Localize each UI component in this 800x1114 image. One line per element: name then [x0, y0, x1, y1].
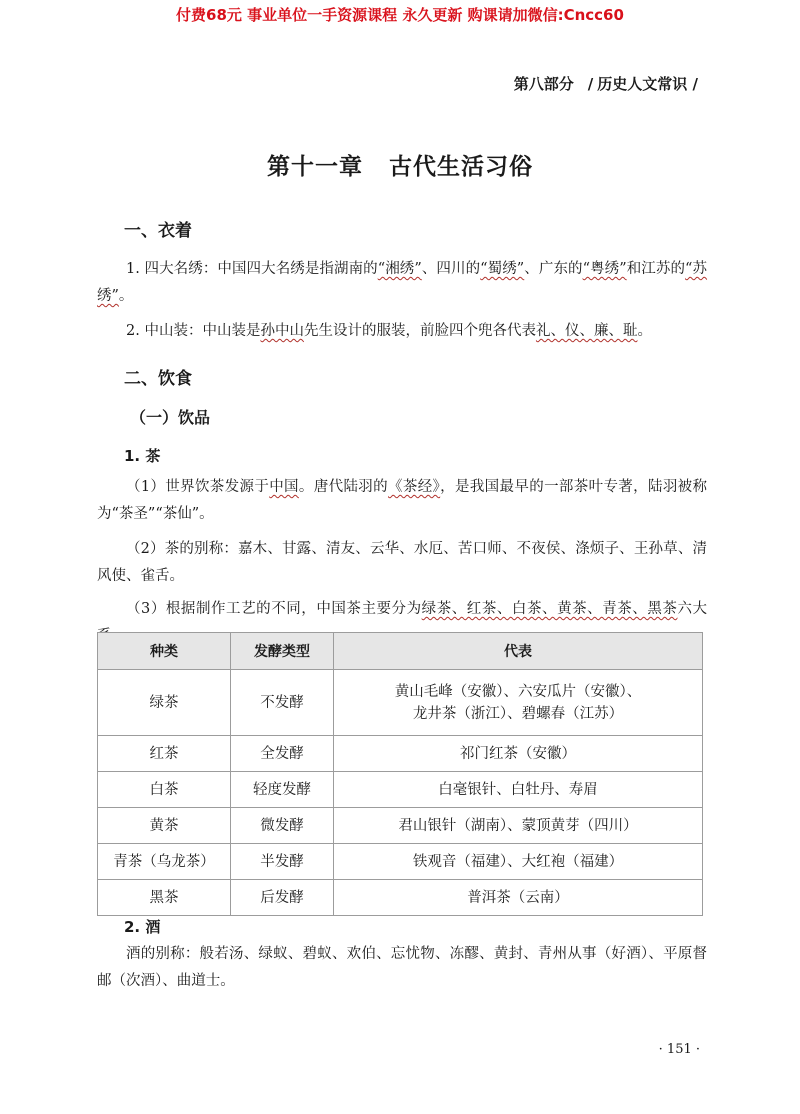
table-row	[98, 844, 703, 880]
emphasis-chajing: 《茶经》	[388, 479, 441, 495]
cell-representative: 普洱茶（云南）	[334, 880, 703, 916]
cell-type: 黑茶	[98, 880, 231, 916]
promo-banner: 付费68元 事业单位一手资源课程 永久更新 购课请加微信:Cncc60	[176, 6, 624, 24]
paragraph-tea-origin	[97, 474, 707, 528]
paragraph-zhongshan-suit	[97, 318, 707, 345]
table-row	[98, 736, 703, 772]
cell-ferment: 轻度发酵	[231, 772, 334, 808]
header-type: 种类	[98, 633, 231, 670]
cell-type: 绿茶	[98, 670, 231, 736]
running-head-part: 第八部分	[513, 75, 574, 93]
text-run: 先生设计的服装，前脸四个兜各代表	[303, 323, 536, 339]
table-row	[98, 670, 703, 736]
cell-ferment: 微发酵	[231, 808, 334, 844]
cell-line: 黄山毛峰（安徽）、六安瓜片（安徽）、	[394, 683, 642, 700]
text-run: 2. 中山装：中山装是	[126, 323, 261, 339]
tea-types-table	[97, 632, 703, 916]
emphasis-xiangxiu: “湘绣”	[377, 261, 422, 277]
emphasis-four-virtues: 礼、仪、廉、耻	[535, 323, 638, 339]
cell-type: 黄茶	[98, 808, 231, 844]
emphasis-yuexiu: “粤绣”	[582, 261, 627, 277]
text-run: 和江苏的	[626, 261, 686, 277]
running-head-title: 历史人文常识	[597, 75, 688, 93]
page-number: · 151 ·	[658, 1042, 700, 1057]
running-head: 第八部分 / 历史人文常识 /	[513, 75, 698, 93]
cell-representative: 君山银针（湖南）、蒙顶黄芽（四川）	[334, 808, 703, 844]
cell-representative: 铁观音（福建）、大红袍（福建）	[334, 844, 703, 880]
text-run: （1）世界饮茶发源于	[126, 479, 270, 495]
emphasis-shuxiu: “蜀绣”	[480, 261, 525, 277]
text-run: ，是我国最早的一部茶叶专著，陆羽被称为“茶圣”“茶仙”。	[97, 479, 708, 522]
paragraph-wine-aliases: 酒的别称：般若汤、绿蚁、碧蚁、欢伯、忘忧物、冻醪、黄封、青州从事（好酒）、平原督邮（次酒）、曲道士。	[97, 946, 707, 989]
cell-ferment: 全发酵	[231, 736, 334, 772]
cell-ferment: 半发酵	[231, 844, 334, 880]
table-row	[98, 772, 703, 808]
text-run: （3）根据制作工艺的不同，中国茶主要分为	[126, 601, 422, 617]
table-header-row	[98, 633, 703, 670]
wine-heading: 2. 酒	[124, 918, 161, 936]
paragraph-tea-aliases: （2）茶的别称：嘉木、甘露、清友、云华、水厄、苦口师、不夜侯、涤烦子、王孙草、清风使、雀舌。	[97, 541, 707, 584]
table-row	[98, 880, 703, 916]
cell-type: 青茶（乌龙茶）	[98, 844, 231, 880]
cell-representative: 白毫银针、白牡丹、寿眉	[334, 772, 703, 808]
emphasis-sun-zhongshan: 孙中山	[260, 323, 304, 339]
tea-heading	[124, 445, 160, 466]
cell-type: 白茶	[98, 772, 231, 808]
text-run: 。	[118, 288, 134, 304]
tea-heading-text: 1. 茶	[124, 447, 161, 465]
header-representative: 代表	[334, 633, 703, 670]
chapter-title	[0, 148, 800, 181]
cell-type: 红茶	[98, 736, 231, 772]
text-run: 1. 四大名绣：中国四大名绣是指湖南的	[126, 261, 378, 277]
text-run: 、四川的	[421, 261, 481, 277]
emphasis-six-teas: 绿茶、红茶、白茶、黄茶、青茶、黑茶	[421, 601, 678, 617]
cell-line: 龙井茶（浙江）、碧螺春（江苏）	[412, 705, 624, 722]
text-run: 、广东的	[524, 261, 583, 277]
text-run: 。	[637, 323, 652, 339]
text-run: 六大	[677, 601, 707, 617]
text-run: 。唐代陆羽的	[298, 479, 388, 495]
paragraph-embroidery	[97, 256, 707, 310]
table-row	[98, 808, 703, 844]
cell-ferment: 不发酵	[231, 670, 334, 736]
section-heading-food: 二、饮食	[124, 369, 192, 389]
subsection-heading-drinks: （一）饮品	[130, 408, 211, 427]
emphasis-china: 中国	[269, 479, 299, 495]
cell-representative: 祁门红茶（安徽）	[334, 736, 703, 772]
chapter-number: 第十一章	[267, 154, 363, 180]
header-ferment: 发酵类型	[231, 633, 334, 670]
cell-representative	[334, 670, 703, 736]
emphasis-suxiu: “苏绣”	[97, 261, 708, 304]
cell-ferment: 后发酵	[231, 880, 334, 916]
chapter-name: 古代生活习俗	[389, 154, 533, 180]
section-heading-clothing: 一、衣着	[124, 221, 192, 241]
